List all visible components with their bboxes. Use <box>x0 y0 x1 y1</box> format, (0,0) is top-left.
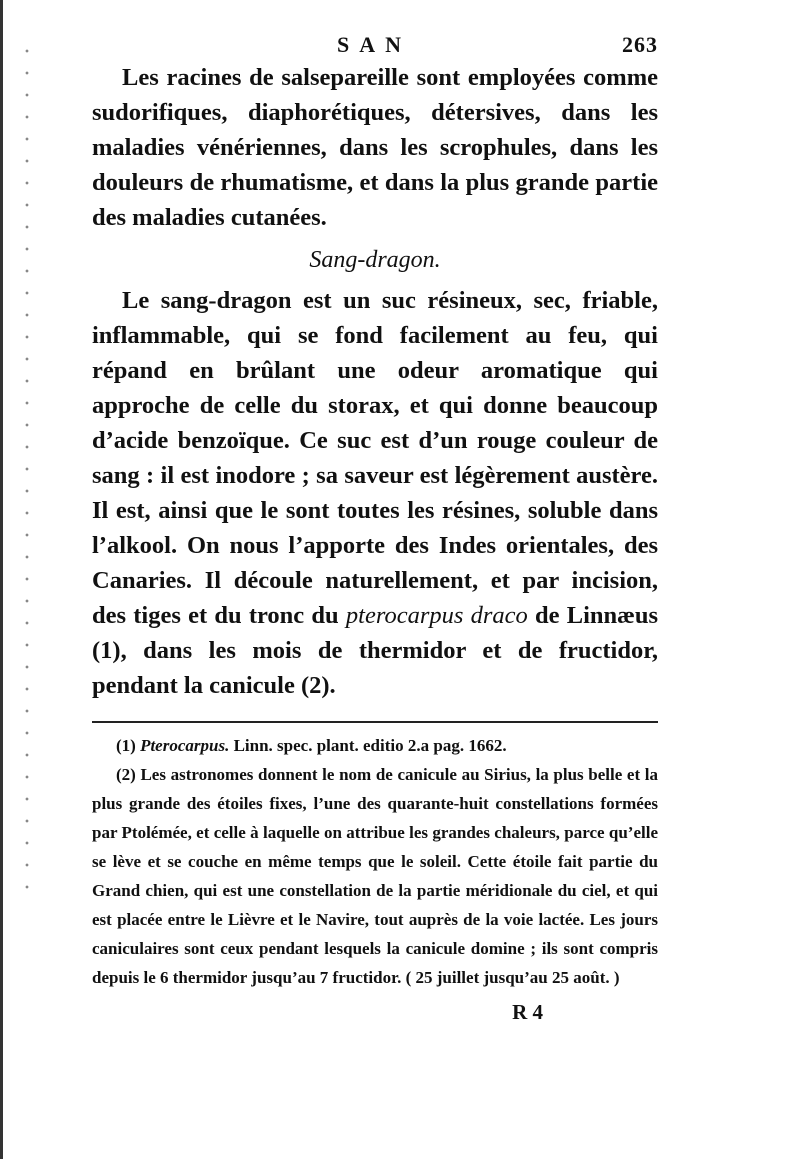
footnotes <box>92 731 658 992</box>
signature-mark: R 4 <box>512 1000 543 1024</box>
paragraph-salsepareille: Les racines de salsepareille sont employées comme sudorifiques, diaphorétiques, détersives, dans les maladies vénériennes, dans les scrophules, dans les douleurs de rhumatisme, et dans la plus grande partie des maladies cutanées. <box>92 64 658 231</box>
footnote-1-italic: Pterocarpus. <box>140 736 230 755</box>
page-edge-speckles <box>24 40 30 900</box>
footnote-2: (2) Les astronomes donnent le nom de canicule au Sirius, la plus belle et la plus grande des étoiles fixes, l’une des quarante-huit constellations formées par Ptolémée, et celle à laquelle on attribue les grandes chaleurs, parce qu’elle se lève et se couche en même temps que le soleil. Cette étoile fait partie du Grand chien, qui est une constellation de la partie méridionale du ciel, et qui est placée entre le Lièvre et le Navire, tout auprès de la voie lactée. Les jours caniculaires sont ceux pendant lesquels la canicule domine ; ils sont compris depuis le 6 thermidor jusqu’au 7 fructidor. ( 25 juillet jusqu’au 25 août. ) <box>92 765 658 987</box>
section-heading-sang-dragon: Sang-dragon. <box>309 247 441 273</box>
book-page <box>92 30 658 1026</box>
footnote-1-marker: (1) <box>116 736 141 755</box>
running-header <box>92 30 658 60</box>
paragraph-sang-dragon-text-1: Le sang-dragon est un suc résineux, sec, friable, inflammable, qui se fond facilement au feu, qui répand en brûlant une odeur aromatique qui approche de celle du storax, et qui donne beaucoup d’acide benzoïque. Ce suc est d’un rouge couleur de sang : il est inodore ; sa saveur est légèrement austère. Il est, ainsi que le sont toutes les résines, soluble dans l’alkool. On nous l’apporte des Indes orientales, des Canaries. Il découle naturellement, et par incision, des tiges et du tronc du <box>92 287 658 629</box>
main-text <box>92 60 658 703</box>
species-name: pterocarpus draco <box>345 602 528 629</box>
footnote-1-text: Linn. spec. plant. editio 2.a pag. 1662. <box>229 736 507 755</box>
footnote-1 <box>92 731 658 760</box>
footnote-divider <box>92 721 658 723</box>
paragraph-sang-dragon <box>92 283 658 703</box>
running-title: SAN <box>337 32 412 57</box>
page-number: 263 <box>622 32 658 57</box>
page-left-binding-edge <box>0 0 10 1159</box>
paragraph-sang-dragon-text-2: de Linnæus (1), dans les mois de thermidor et de fructidor, pendant la canicule (2). <box>92 602 658 699</box>
